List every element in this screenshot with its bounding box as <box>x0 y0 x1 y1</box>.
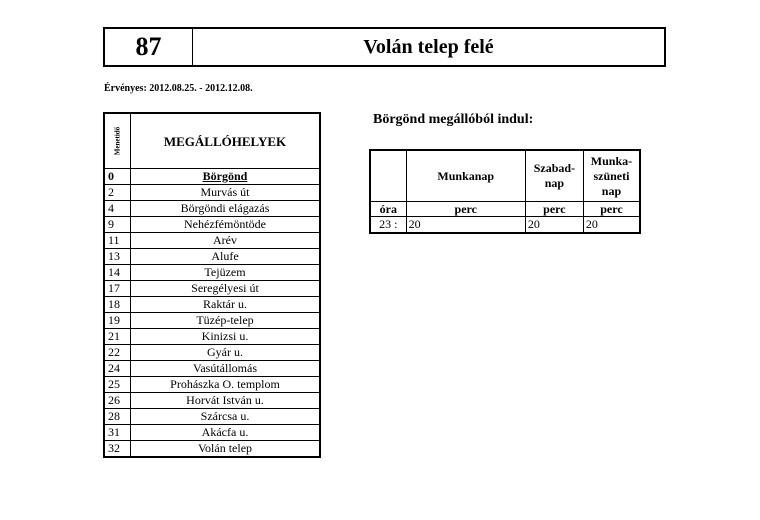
hour-column-header-blank <box>370 150 406 202</box>
departures-title: Börgönd megállóból indul: <box>373 112 534 127</box>
workday-minute-label: perc <box>406 202 525 217</box>
stop-name-cell <box>131 281 321 297</box>
stop-minute: 32 <box>104 441 131 458</box>
stop-name: Prohászka O. templom <box>170 377 280 391</box>
table-row <box>104 329 320 345</box>
stop-name: Nehézfémöntöde <box>184 217 266 231</box>
stop-name-cell <box>131 217 321 233</box>
stop-name-cell <box>131 441 321 458</box>
route-header <box>103 27 666 67</box>
stop-minute: 9 <box>104 217 131 233</box>
stop-name: Börgönd <box>202 169 248 183</box>
saturday-minutes: 20 <box>525 217 583 234</box>
stop-name-cell <box>131 297 321 313</box>
table-row <box>104 265 320 281</box>
stop-name-cell <box>131 233 321 249</box>
stop-minute: 17 <box>104 281 131 297</box>
stop-minute: 24 <box>104 361 131 377</box>
table-row <box>104 361 320 377</box>
stop-minute: 19 <box>104 313 131 329</box>
stop-name-cell <box>131 361 321 377</box>
table-row <box>104 393 320 409</box>
stop-name-cell <box>131 409 321 425</box>
table-row <box>104 297 320 313</box>
saturday-minute-label: perc <box>525 202 583 217</box>
stop-minute: 31 <box>104 425 131 441</box>
stop-name: Akácfa u. <box>201 425 249 439</box>
stop-name: Gyár u. <box>207 345 243 359</box>
stop-name-cell <box>131 393 321 409</box>
stop-minute: 13 <box>104 249 131 265</box>
hour: 23 : <box>370 217 406 234</box>
stop-name-cell <box>131 377 321 393</box>
table-row <box>104 425 320 441</box>
stop-name: Kinizsi u. <box>201 329 249 343</box>
hour-label: óra <box>370 202 406 217</box>
stop-name: Börgöndi elágazás <box>180 201 270 215</box>
route-number: 87 <box>105 29 193 65</box>
route-destination: Volán telep felé <box>363 35 494 58</box>
table-row <box>104 185 320 201</box>
table-row <box>104 169 320 185</box>
departures-table <box>369 149 641 234</box>
holiday-header-line3: nap <box>601 183 622 198</box>
stop-minute: 21 <box>104 329 131 345</box>
stop-minute: 0 <box>104 169 131 185</box>
stop-name: Murvás út <box>200 185 250 199</box>
stop-name-cell <box>131 345 321 361</box>
minute-column-header <box>104 113 131 169</box>
stop-name-cell <box>131 201 321 217</box>
stop-minute: 4 <box>104 201 131 217</box>
stop-minute: 22 <box>104 345 131 361</box>
stop-name-cell <box>131 185 321 201</box>
stop-minute: 2 <box>104 185 131 201</box>
table-row <box>104 377 320 393</box>
workday-header: Munkanap <box>406 150 525 202</box>
stop-minute: 28 <box>104 409 131 425</box>
stop-minute: 14 <box>104 265 131 281</box>
stop-minute: 25 <box>104 377 131 393</box>
table-row <box>104 201 320 217</box>
stop-name-cell <box>131 265 321 281</box>
table-row <box>104 441 320 458</box>
stop-name-cell <box>131 313 321 329</box>
stop-name: Alufe <box>211 249 239 263</box>
stop-minute: 18 <box>104 297 131 313</box>
saturday-header <box>525 150 583 202</box>
stop-name: Tüzép-telep <box>196 313 254 327</box>
table-row <box>104 409 320 425</box>
stop-name: Szárcsa u. <box>200 409 250 423</box>
saturday-header-line2: nap <box>544 176 565 190</box>
stop-name-cell <box>131 249 321 265</box>
table-row <box>104 313 320 329</box>
validity-period: Érvényes: 2012.08.25. - 2012.12.08. <box>104 83 253 94</box>
minute-header-label: Menetidő <box>113 126 121 156</box>
holiday-header-line2: szüneti <box>593 168 630 183</box>
holiday-minutes: 20 <box>583 217 640 234</box>
stops-table <box>103 112 321 458</box>
holiday-header <box>583 150 640 202</box>
table-row <box>104 281 320 297</box>
stop-name: Raktár u. <box>203 297 247 311</box>
stop-name: Tejüzem <box>204 265 246 279</box>
holiday-minute-label: perc <box>583 202 640 217</box>
stops-column-header: MEGÁLLÓHELYEK <box>131 113 321 169</box>
stop-name: Volán telep <box>197 441 253 455</box>
table-row <box>104 217 320 233</box>
departure-row <box>370 217 640 234</box>
workday-minutes: 20 <box>406 217 525 234</box>
stop-name-cell <box>131 169 321 185</box>
stop-name: Seregélyesi út <box>191 281 259 295</box>
stop-name: Horvát István u. <box>186 393 264 407</box>
table-row <box>104 345 320 361</box>
stop-minute: 26 <box>104 393 131 409</box>
stop-minute: 11 <box>104 233 131 249</box>
stop-name: Arév <box>213 233 237 247</box>
holiday-header-line1: Munka- <box>590 153 633 168</box>
stop-name: Vasútállomás <box>193 361 257 375</box>
saturday-header-line1: Szabad- <box>533 161 576 175</box>
stop-name-cell <box>131 425 321 441</box>
table-row <box>104 233 320 249</box>
table-row <box>104 249 320 265</box>
stop-name-cell <box>131 329 321 345</box>
